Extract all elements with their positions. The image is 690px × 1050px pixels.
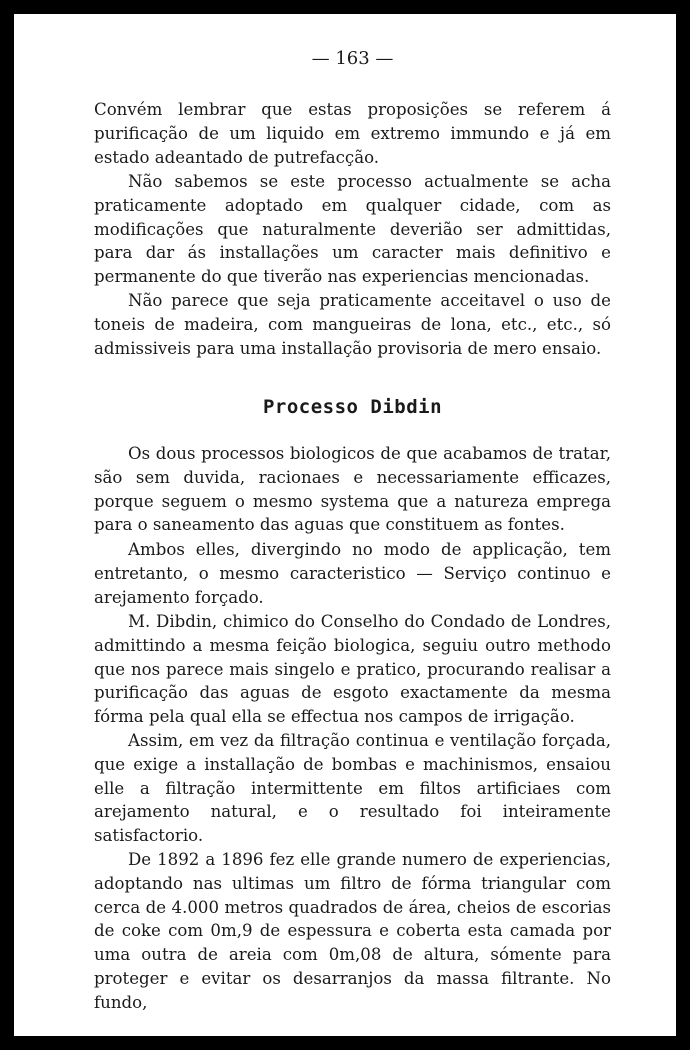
paragraph: M. Dibdin, chimico do Conselho do Condado de Londres, admittindo a mesma feição biologica, seguiu outro methodo que nos parece mais singelo e pratico, procurando realisar a purificação das aguas de esgoto exactamente da mesma fórma pela qual ella se effectua nos campos de irrigação. [94,612,611,727]
page-number: — 163 — [311,48,394,69]
section-heading: Processo Dibdin [262,396,443,418]
paragraph: Ambos elles, divergindo no modo de applicação, tem entretanto, o mesmo caracteristico — Serviço continuo e arejamento forçado. [94,540,611,607]
paragraph: Assim, em vez da filtração continua e ventilação forçada, que exige a installação de bombas e machinismos, ensaiou elle a filtração intermittente em filtos artificiaes com arejamento natural, e o resultado foi inteiramente satisfactorio. [94,731,611,846]
paragraph: Não sabemos se este processo actualmente se acha praticamente adoptado em qualquer cidade, com as modificações que naturalmente deverião ser admittidas, para dar ás installações um caracter mais definitivo e permanente do que tiverão nas experiencias mencionadas. [94,172,611,287]
paragraph: Os dous processos biologicos de que acabamos de tratar, são sem duvida, racionaes e necessariamente efficazes, porque seguem o mesmo systema que a natureza emprega para o saneamento das aguas que constituem as fontes. [94,444,611,535]
paragraph: De 1892 a 1896 fez elle grande numero de experiencias, adoptando nas ultimas um filtro de fórma triangular com cerca de 4.000 metros quadrados de área, cheios de escorias de coke com 0m,9 de espessura e coberta esta camada por uma outra de areia com 0m,08 de altura, sómente para proteger e evitar os desarranjos da massa filtrante. No fundo, [94,850,611,1012]
paragraph: Convém lembrar que estas proposições se referem á purificação de um liquido em extremo immundo e já em estado adeantado de putrefacção. [94,100,611,167]
paragraph: Não parece que seja praticamente acceitavel o uso de toneis de madeira, com mangueiras de lona, etc., etc., só admissiveis para uma installação provisoria de mero ensaio. [94,291,611,358]
book-page [14,14,676,1036]
